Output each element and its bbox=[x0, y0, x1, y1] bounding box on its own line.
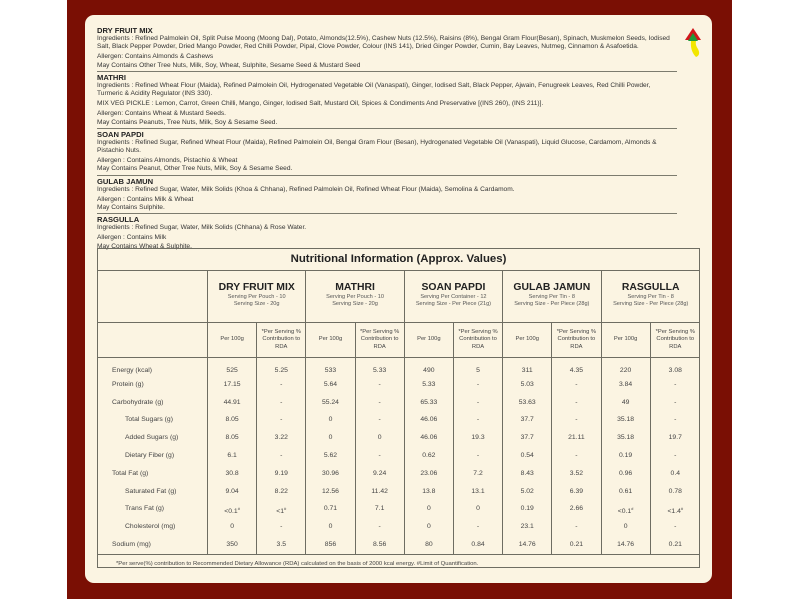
nutrient-label: Protein (g) bbox=[98, 376, 208, 394]
nutrient-value: 49 bbox=[602, 394, 651, 412]
nutrient-value: 46.06 bbox=[405, 411, 454, 429]
nutrient-value: - bbox=[356, 518, 405, 536]
nutrient-value: - bbox=[257, 447, 306, 465]
nutrient-value: 8.05 bbox=[208, 429, 257, 447]
rda-header: *Per Serving % Contribution to RDA bbox=[552, 323, 601, 358]
nutrient-label: Added Sugars (g) bbox=[98, 429, 208, 447]
rda-header: *Per Serving % Contribution to RDA bbox=[454, 323, 503, 358]
allergen-text: Allergen : Contains Milk bbox=[97, 234, 167, 242]
may-contain-text: May Contains Wheat & Sulphite. bbox=[97, 242, 192, 250]
loq-mark: # bbox=[284, 506, 287, 512]
rda-header: *Per Serving % Contribution to RDA bbox=[651, 323, 700, 358]
nutrient-value: 490 bbox=[405, 358, 454, 376]
nutrient-value: 0.19 bbox=[503, 500, 552, 518]
nutrient-value: 11.42 bbox=[356, 483, 405, 501]
nutrient-value: 0.54 bbox=[503, 447, 552, 465]
nutrient-value: 5.03 bbox=[503, 376, 552, 394]
nutrient-value: 3.22 bbox=[257, 429, 306, 447]
nutrient-value: 0.4 bbox=[670, 469, 680, 477]
nutrient-label: Saturated Fat (g) bbox=[98, 483, 208, 501]
may-contain-text: May Contains Sulphite. bbox=[97, 204, 165, 212]
allergen-text: Allergen: Contains Wheat & Mustard Seeds. bbox=[97, 110, 227, 118]
nutrient-value: - bbox=[454, 376, 503, 394]
nutrient-value: - bbox=[356, 411, 405, 429]
nutrient-value: 3.08 bbox=[668, 367, 682, 374]
nutrient-value: 0.21 bbox=[668, 540, 682, 548]
nutrient-value: - bbox=[674, 380, 677, 388]
nutrient-value: - bbox=[257, 376, 306, 394]
serving-per: Serving Per Tin - 8 bbox=[528, 294, 575, 300]
nutrient-value: 9.24 bbox=[356, 465, 405, 483]
rda-header: *Per Serving % Contribution to RDA bbox=[257, 323, 306, 358]
nutrition-grid bbox=[98, 271, 699, 554]
allergen-text: Allergen: Contains Almonds & Cashews bbox=[97, 53, 214, 61]
product-header bbox=[405, 271, 503, 323]
nutrient-value: - bbox=[257, 411, 306, 429]
loq-mark: # bbox=[680, 506, 684, 512]
nutrient-value: 350 bbox=[208, 536, 257, 554]
nutrient-value: 53.63 bbox=[503, 394, 552, 412]
nutrient-value: 5.02 bbox=[503, 483, 552, 501]
nutrient-value: 0 bbox=[306, 518, 355, 536]
nutrient-value: - bbox=[257, 394, 306, 412]
nutrient-value: 6.1 bbox=[208, 447, 257, 465]
loq-mark: # bbox=[237, 506, 240, 512]
may-contain-text: May Contains Peanut, Other Tree Nuts, Milk, Soy & Sesame Seed. bbox=[97, 165, 293, 173]
nutrient-value: 5.33 bbox=[405, 376, 454, 394]
nutrient-value: 533 bbox=[306, 358, 355, 376]
nutrient-value: 5 bbox=[454, 358, 503, 376]
nutrient-label: Energy (kcal) bbox=[98, 358, 208, 376]
nutrient-label: Trans Fat (g) bbox=[98, 500, 208, 518]
ingredient-text: Ingredients : Refined Palmolein Oil, Split Pulse Moong (Moong Dal), Potato, Almonds(12.5%), Cashew Nuts (12.5%), Raisins (8%), Bengal Gram Flour(Besan), Spinach, Muskmelon Seeds, Iodised Salt, Black Pepper Powder, Dried Mango Powder, Red Chilli Powder, Pipal, Clove Powder, Colour (INS 141), Dried Ginger Powder, Cumin, Bay Leaves, Nutmeg, Cinnamon & Asafoetida. bbox=[97, 35, 670, 51]
nutrient-value: 19.7 bbox=[668, 434, 682, 442]
product-name: DRY FRUIT MIX bbox=[218, 282, 295, 293]
product-title: MATHRI bbox=[97, 72, 126, 82]
nutrient-value: <1.4# bbox=[667, 506, 684, 516]
nutrient-value: 5.33 bbox=[356, 358, 405, 376]
nutrient-value: 0.71 bbox=[306, 500, 355, 518]
nutrient-value: 0.61 bbox=[602, 483, 651, 501]
nutrient-value: 0.62 bbox=[405, 447, 454, 465]
serving-per: Serving Per Pouch - 10 bbox=[326, 294, 384, 300]
nutrient-label: Total Sugars (g) bbox=[98, 411, 208, 429]
nutrient-value: 0.19 bbox=[602, 447, 651, 465]
nutrient-value: 220 bbox=[602, 358, 651, 376]
nutrient-value: - bbox=[552, 411, 601, 429]
nutrient-value: 0 bbox=[602, 518, 651, 536]
nutrient-value: - bbox=[356, 376, 405, 394]
nutrient-value: 9.04 bbox=[208, 483, 257, 501]
serving-per: Serving Per Pouch - 10 bbox=[227, 294, 286, 300]
ingredient-section bbox=[97, 177, 677, 215]
nutrient-value: 12.56 bbox=[306, 483, 355, 501]
nutrient-value: 0.84 bbox=[454, 536, 503, 554]
nutrient-value: 525 bbox=[208, 358, 257, 376]
nutrient-value: 2.66 bbox=[552, 500, 601, 518]
nutrient-value: 6.39 bbox=[552, 483, 601, 501]
nutrient-value: - bbox=[454, 411, 503, 429]
loq-mark: # bbox=[631, 506, 634, 512]
nutrient-value: 14.76 bbox=[503, 536, 552, 554]
nutrient-value: 0.78 bbox=[668, 487, 682, 495]
product-header bbox=[602, 271, 700, 323]
nutrient-value: 0 bbox=[405, 518, 454, 536]
nutrient-value: - bbox=[356, 394, 405, 412]
nutrient-label: Sodium (mg) bbox=[98, 536, 208, 554]
nutrient-value: - bbox=[552, 447, 601, 465]
nutrient-value: 37.7 bbox=[503, 429, 552, 447]
nutrient-value: - bbox=[454, 447, 503, 465]
ingredient-section bbox=[97, 73, 677, 129]
nutrient-value: <0.1# bbox=[208, 500, 257, 518]
ingredient-text: Ingredients : Refined Sugar, Water, Milk Solids (Chhana) & Rose Water. bbox=[97, 224, 307, 232]
ingredient-section bbox=[97, 215, 677, 252]
nutrient-value: 0 bbox=[405, 500, 454, 518]
product-name: RASGULLA bbox=[621, 282, 680, 293]
nutrient-value: - bbox=[674, 416, 677, 424]
nutrient-value: - bbox=[454, 518, 503, 536]
nutrient-value: - bbox=[674, 523, 677, 531]
nutrient-label: Dietary Fiber (g) bbox=[98, 447, 208, 465]
product-name: MATHRI bbox=[335, 282, 375, 293]
nutrient-value: 44.91 bbox=[208, 394, 257, 412]
nutrient-value: - bbox=[674, 451, 677, 459]
ingredients-section bbox=[97, 26, 677, 253]
nutrition-footnote: *Per serve(%) contribution to Recommended Dietary Allowance (RDA) calculated on the basis of 2000 kcal energy. #Limit of Quantification. bbox=[98, 554, 699, 574]
header-blank-cell bbox=[98, 271, 208, 323]
subheader-blank-cell bbox=[98, 323, 208, 358]
nutrient-value: 13.8 bbox=[405, 483, 454, 501]
nutrient-value: - bbox=[552, 376, 601, 394]
nutrient-value: 8.43 bbox=[503, 465, 552, 483]
nutrient-value: 0 bbox=[306, 429, 355, 447]
nutrient-value: 5.62 bbox=[306, 447, 355, 465]
nutrient-value: 46.06 bbox=[405, 429, 454, 447]
nutrient-value: <0.1# bbox=[602, 500, 651, 518]
allergen-text: Allergen : Contains Almonds, Pistachio & Wheat bbox=[97, 157, 238, 165]
rda-header: *Per Serving % Contribution to RDA bbox=[356, 323, 405, 358]
serving-size: Serving Size - 20g bbox=[332, 301, 378, 307]
nutrient-value: 30.96 bbox=[306, 465, 355, 483]
serving-size: Serving Size - Per Piece (28g) bbox=[514, 301, 590, 307]
may-contain-text: May Contains Peanuts, Tree Nuts, Milk, Soy & Sesame Seed. bbox=[97, 118, 278, 126]
nutrient-value: 0 bbox=[356, 429, 405, 447]
nutrient-value: 856 bbox=[306, 536, 355, 554]
nutrient-value: 65.33 bbox=[405, 394, 454, 412]
nutrient-value: - bbox=[552, 394, 601, 412]
nutrient-value: 3.5 bbox=[257, 536, 306, 554]
nutrient-value: 80 bbox=[405, 536, 454, 554]
product-title: GULAB JAMUN bbox=[97, 176, 154, 186]
nutrient-value: 0.96 bbox=[602, 465, 651, 483]
product-title: DRY FRUIT MIX bbox=[97, 26, 153, 35]
nutrient-value: 30.8 bbox=[208, 465, 257, 483]
nutrient-value: 7.2 bbox=[454, 465, 503, 483]
nutrient-value: 5.64 bbox=[306, 376, 355, 394]
nutrient-value: 3.84 bbox=[602, 376, 651, 394]
nutrient-value: 19.3 bbox=[454, 429, 503, 447]
product-header bbox=[306, 271, 404, 323]
ingredient-text: MIX VEG PICKLE : Lemon, Carrot, Green Chilli, Mango, Ginger, Iodised Salt, Mustard Oil, Spices & Condiments And Preservative [(INS 260), (INS 211)]. bbox=[97, 100, 544, 108]
per-100g-header: Per 100g bbox=[602, 323, 651, 358]
ingredient-text: Ingredients : Refined Sugar, Water, Milk Solids (Khoa & Chhana), Refined Palmolein Oil, Refined Wheat Flour (Maida), Semolina & Cardamom. bbox=[97, 185, 515, 193]
nutrient-value: <1# bbox=[257, 500, 306, 518]
nutrient-value: 0 bbox=[208, 518, 257, 536]
may-contain-text: May Contains Other Tree Nuts, Milk, Soy, Wheat, Sulphite, Sesame Seed & Mustard Seed bbox=[97, 61, 361, 69]
product-title: RASGULLA bbox=[97, 215, 140, 225]
nutrient-value: - bbox=[552, 518, 601, 536]
nutrient-value: 311 bbox=[503, 358, 552, 376]
nutrient-value: 7.1 bbox=[356, 500, 405, 518]
serving-per: Serving Per Tin - 8 bbox=[627, 294, 674, 300]
nutrient-value: 3.52 bbox=[552, 465, 601, 483]
nutrient-value: 14.76 bbox=[602, 536, 651, 554]
serving-size: Serving Size - Per Piece (28g) bbox=[613, 301, 689, 307]
nutrient-value: - bbox=[454, 394, 503, 412]
nutrient-label: Carbohydrate (g) bbox=[98, 394, 208, 412]
serving-size: Serving Size - 20g bbox=[233, 301, 280, 307]
ingredient-section bbox=[97, 26, 677, 72]
nutrition-title: Nutritional Information (Approx. Values) bbox=[98, 249, 699, 271]
nutrient-value: 0 bbox=[454, 500, 503, 518]
product-title: SOAN PAPDI bbox=[97, 129, 144, 139]
nutrient-value: - bbox=[257, 518, 306, 536]
nutrient-value: - bbox=[356, 447, 405, 465]
nutrient-value: 17.15 bbox=[208, 376, 257, 394]
ingredient-text: Ingredients : Refined Sugar, Refined Wheat Flour (Maida), Refined Palmolein Oil, Bengal Gram Flour (Besan), Hydrogenated Vegetable Oil (Vanaspati), Liquid Glucose, Cardamom, Almonds & Pistachio Nuts. bbox=[97, 138, 657, 155]
product-header bbox=[208, 271, 306, 323]
nutrient-value: 37.7 bbox=[503, 411, 552, 429]
ingredient-section bbox=[97, 130, 677, 176]
per-100g-header: Per 100g bbox=[306, 323, 355, 358]
nutrient-label: Total Fat (g) bbox=[98, 465, 208, 483]
nutrient-value: - bbox=[674, 398, 677, 406]
nutrient-value: 35.18 bbox=[602, 429, 651, 447]
nutrient-value: 8.22 bbox=[257, 483, 306, 501]
nutrient-value: 23.06 bbox=[405, 465, 454, 483]
product-header bbox=[503, 271, 601, 323]
per-100g-header: Per 100g bbox=[503, 323, 552, 358]
nutrient-value: 0.21 bbox=[552, 536, 601, 554]
product-name: GULAB JAMUN bbox=[513, 282, 591, 293]
nutrient-value: 55.24 bbox=[306, 394, 355, 412]
nutrient-value: 5.25 bbox=[257, 358, 306, 376]
nutrient-value: 13.1 bbox=[454, 483, 503, 501]
ingredient-text: Ingredients : Refined Wheat Flour (Maida), Refined Palmolein Oil, Hydrogenated Vegetable Oil (Vanaspati), Ginger, Iodised Salt, Black Pepper, Ajwain, Fenugreek Leaves, Red Chilli Powder, Turmeric & Acidity Regulator (INS 330). bbox=[97, 81, 651, 98]
up-arrow-logo-icon bbox=[684, 27, 702, 59]
per-100g-header: Per 100g bbox=[208, 323, 257, 358]
nutrient-value: 8.05 bbox=[208, 411, 257, 429]
nutrient-value: 0 bbox=[306, 411, 355, 429]
nutrient-value: 9.19 bbox=[257, 465, 306, 483]
nutrition-table bbox=[97, 248, 700, 568]
nutrient-value: 8.56 bbox=[356, 536, 405, 554]
nutrient-value: 4.35 bbox=[552, 358, 601, 376]
nutrient-label: Cholesterol (mg) bbox=[98, 518, 208, 536]
nutrient-value: 23.1 bbox=[503, 518, 552, 536]
nutrient-value: 35.18 bbox=[602, 411, 651, 429]
allergen-text: Allergen : Contains Milk & Wheat bbox=[97, 195, 194, 203]
product-name: SOAN PAPDI bbox=[421, 282, 486, 293]
serving-per: Serving Per Container - 12 bbox=[420, 294, 487, 300]
per-100g-header: Per 100g bbox=[405, 323, 454, 358]
nutrient-value: 21.11 bbox=[552, 429, 601, 447]
serving-size: Serving Size - Per Piece (21g) bbox=[415, 301, 492, 307]
